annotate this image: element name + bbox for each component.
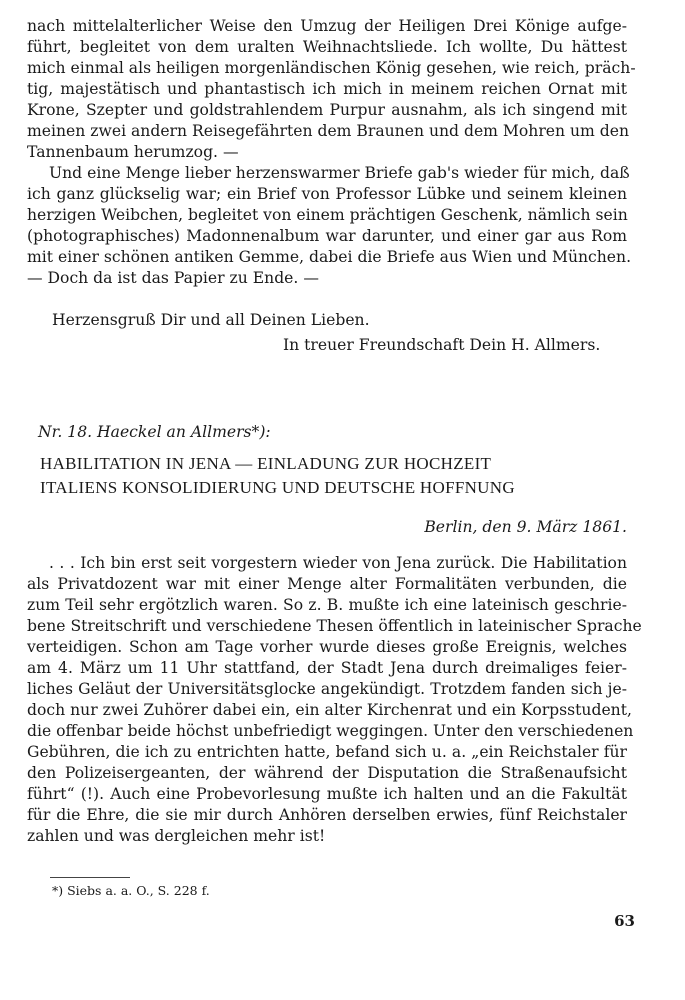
page-number: 63 bbox=[614, 912, 635, 930]
text-line: doch nur zwei Zuhörer dabei ein, ein alter Kirchenrat und ein Korpsstudent, bbox=[27, 701, 632, 719]
text-line: ich ganz glückselig war; ein Brief von Professor Lübke und seinem kleinen bbox=[27, 185, 627, 203]
letter-greeting: Herzensgruß Dir und all Deinen Lieben. bbox=[52, 311, 370, 329]
letter-continuation bbox=[27, 16, 636, 289]
footnote-divider bbox=[50, 877, 130, 878]
text-line: Gebühren, die ich zu entrichten hatte, befand sich u. a. „ein Reichstaler für bbox=[27, 743, 627, 761]
title-line: HABILITATION IN JENA — EINLADUNG ZUR HOCHZEIT bbox=[40, 454, 492, 473]
letter-dateline: Berlin, den 9. März 1861. bbox=[424, 518, 627, 536]
letter-title bbox=[40, 452, 640, 500]
letter-heading: Nr. 18. Haeckel an Allmers*): bbox=[38, 423, 271, 441]
text-line: Und eine Menge lieber herzenswarmer Briefe gab's wieder für mich, daß bbox=[49, 164, 630, 182]
text-line: verteidigen. Schon am Tage vorher wurde dieses große Ereignis, welches bbox=[27, 638, 627, 656]
text-line: die offenbar beide höchst unbefriedigt weggingen. Unter den verschiedenen bbox=[27, 722, 634, 740]
text-line: führt“ (!). Auch eine Probevorlesung mußte ich halten und an die Fakultät bbox=[27, 785, 627, 803]
text-line: — Doch da ist das Papier zu Ende. — bbox=[27, 269, 319, 287]
title-line: ITALIENS KONSOLIDIERUNG UND DEUTSCHE HOFFNUNG bbox=[40, 478, 515, 497]
text-line: am 4. März um 11 Uhr stattfand, der Stadt Jena durch dreimaliges feier- bbox=[27, 659, 627, 677]
letter-body bbox=[27, 553, 642, 847]
text-line: meinen zwei andern Reisegefährten dem Braunen und dem Mohren um den bbox=[27, 122, 630, 140]
text-line: den Polizeisergeanten, der während der Disputation die Straßenaufsicht bbox=[27, 764, 627, 782]
text-line: mich einmal als heiligen morgenländischen König gesehen, wie reich, präch- bbox=[27, 59, 636, 77]
letter-signature: In treuer Freundschaft Dein H. Allmers. bbox=[283, 336, 601, 354]
text-line: zahlen und was dergleichen mehr ist! bbox=[27, 827, 326, 845]
text-line: herzigen Weibchen, begleitet von einem prächtigen Geschenk, nämlich sein bbox=[27, 206, 628, 224]
text-line: zum Teil sehr ergötzlich waren. So z. B. mußte ich eine lateinisch geschrie- bbox=[27, 596, 627, 614]
text-line: liches Geläut der Universitätsglocke angekündigt. Trotzdem fanden sich je- bbox=[27, 680, 627, 698]
footnote: *) Siebs a. a. O., S. 228 f. bbox=[52, 883, 210, 898]
text-line: tig, majestätisch und phantastisch ich mich in meinem reichen Ornat mit bbox=[27, 80, 627, 98]
text-line: (photographisches) Madonnenalbum war darunter, und einer gar aus Rom bbox=[27, 227, 627, 245]
text-line: führt, begleitet von dem uralten Weihnachtsliede. Ich wollte, Du hättest bbox=[27, 38, 627, 56]
text-line: Tannenbaum herumzog. — bbox=[27, 143, 239, 161]
text-line: bene Streitschrift und verschiedene Thesen öffentlich in lateinischer Sprache bbox=[27, 617, 642, 635]
text-line: mit einer schönen antiken Gemme, dabei die Briefe aus Wien und München. bbox=[27, 248, 632, 266]
text-line: als Privatdozent war mit einer Menge alter Formalitäten verbunden, die bbox=[27, 575, 627, 593]
text-line: für die Ehre, die sie mir durch Anhören derselben erwies, fünf Reichstaler bbox=[27, 806, 627, 824]
text-line: Krone, Szepter und goldstrahlendem Purpur ausnahm, als ich singend mit bbox=[27, 101, 627, 119]
text-line: nach mittelalterlicher Weise den Umzug der Heiligen Drei Könige aufge- bbox=[27, 17, 627, 35]
text-line: . . . Ich bin erst seit vorgestern wieder von Jena zurück. Die Habilitation bbox=[49, 554, 627, 572]
